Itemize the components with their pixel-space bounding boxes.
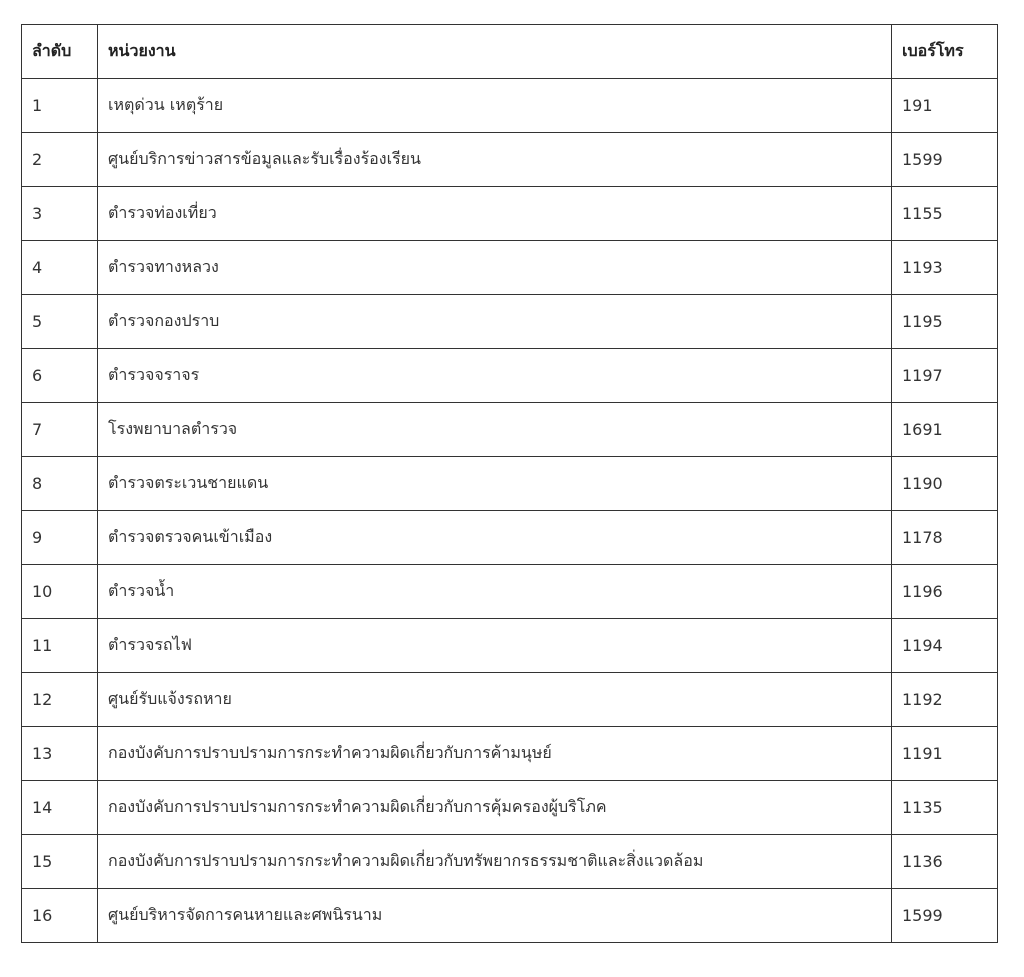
row-phone: 1190 [892,457,998,511]
table-row [22,835,998,889]
row-agency: ตำรวจตรวจคนเข้าเมือง [98,511,892,565]
row-phone: 1196 [892,565,998,619]
row-phone: 1599 [892,133,998,187]
row-number: 12 [22,673,98,727]
row-agency: ตำรวจตระเวนชายแดน [98,457,892,511]
row-agency: ตำรวจรถไฟ [98,619,892,673]
row-agency: ตำรวจกองปราบ [98,295,892,349]
row-number: 7 [22,403,98,457]
row-phone: 1197 [892,349,998,403]
table-row [22,889,998,943]
row-number: 11 [22,619,98,673]
row-number: 13 [22,727,98,781]
table-row [22,511,998,565]
table-row [22,187,998,241]
row-number: 8 [22,457,98,511]
row-number: 9 [22,511,98,565]
table-row [22,295,998,349]
table-row [22,133,998,187]
table-row [22,565,998,619]
table-row [22,673,998,727]
row-number: 10 [22,565,98,619]
table-row [22,241,998,295]
row-number: 3 [22,187,98,241]
row-agency: ตำรวจท่องเที่ยว [98,187,892,241]
row-phone: 1191 [892,727,998,781]
row-agency: ศูนย์บริการข่าวสารข้อมูลและรับเรื่องร้องเรียน [98,133,892,187]
row-agency: กองบังคับการปราบปรามการกระทำความผิดเกี่ยวกับการค้ามนุษย์ [98,727,892,781]
row-agency: ศูนย์รับแจ้งรถหาย [98,673,892,727]
row-phone: 191 [892,79,998,133]
row-agency: โรงพยาบาลตำรวจ [98,403,892,457]
row-phone: 1135 [892,781,998,835]
row-phone: 1192 [892,673,998,727]
table-row [22,727,998,781]
row-number: 6 [22,349,98,403]
row-phone: 1194 [892,619,998,673]
row-phone: 1195 [892,295,998,349]
hotline-table [21,24,998,943]
row-number: 14 [22,781,98,835]
table-row [22,619,998,673]
row-agency: กองบังคับการปราบปรามการกระทำความผิดเกี่ยวกับทรัพยากรธรรมชาติและสิ่งแวดล้อม [98,835,892,889]
row-agency: ศูนย์บริหารจัดการคนหายและศพนิรนาม [98,889,892,943]
row-number: 4 [22,241,98,295]
table-row [22,403,998,457]
row-phone: 1599 [892,889,998,943]
row-phone: 1178 [892,511,998,565]
row-agency: กองบังคับการปราบปรามการกระทำความผิดเกี่ยวกับการคุ้มครองผู้บริโภค [98,781,892,835]
table-row [22,79,998,133]
row-agency: ตำรวจทางหลวง [98,241,892,295]
header-agency: หน่วยงาน [98,25,892,79]
row-agency: ตำรวจน้ำ [98,565,892,619]
row-number: 5 [22,295,98,349]
table-row [22,349,998,403]
row-agency: ตำรวจจราจร [98,349,892,403]
row-number: 16 [22,889,98,943]
row-phone: 1193 [892,241,998,295]
header-number: ลำดับ [22,25,98,79]
row-number: 15 [22,835,98,889]
row-phone: 1136 [892,835,998,889]
row-phone: 1155 [892,187,998,241]
row-number: 1 [22,79,98,133]
header-phone: เบอร์โทร [892,25,998,79]
table-header [22,25,998,79]
row-agency: เหตุด่วน เหตุร้าย [98,79,892,133]
row-phone: 1691 [892,403,998,457]
header-row [22,25,998,79]
table-row [22,781,998,835]
table-row [22,457,998,511]
table-body [22,79,998,943]
row-number: 2 [22,133,98,187]
